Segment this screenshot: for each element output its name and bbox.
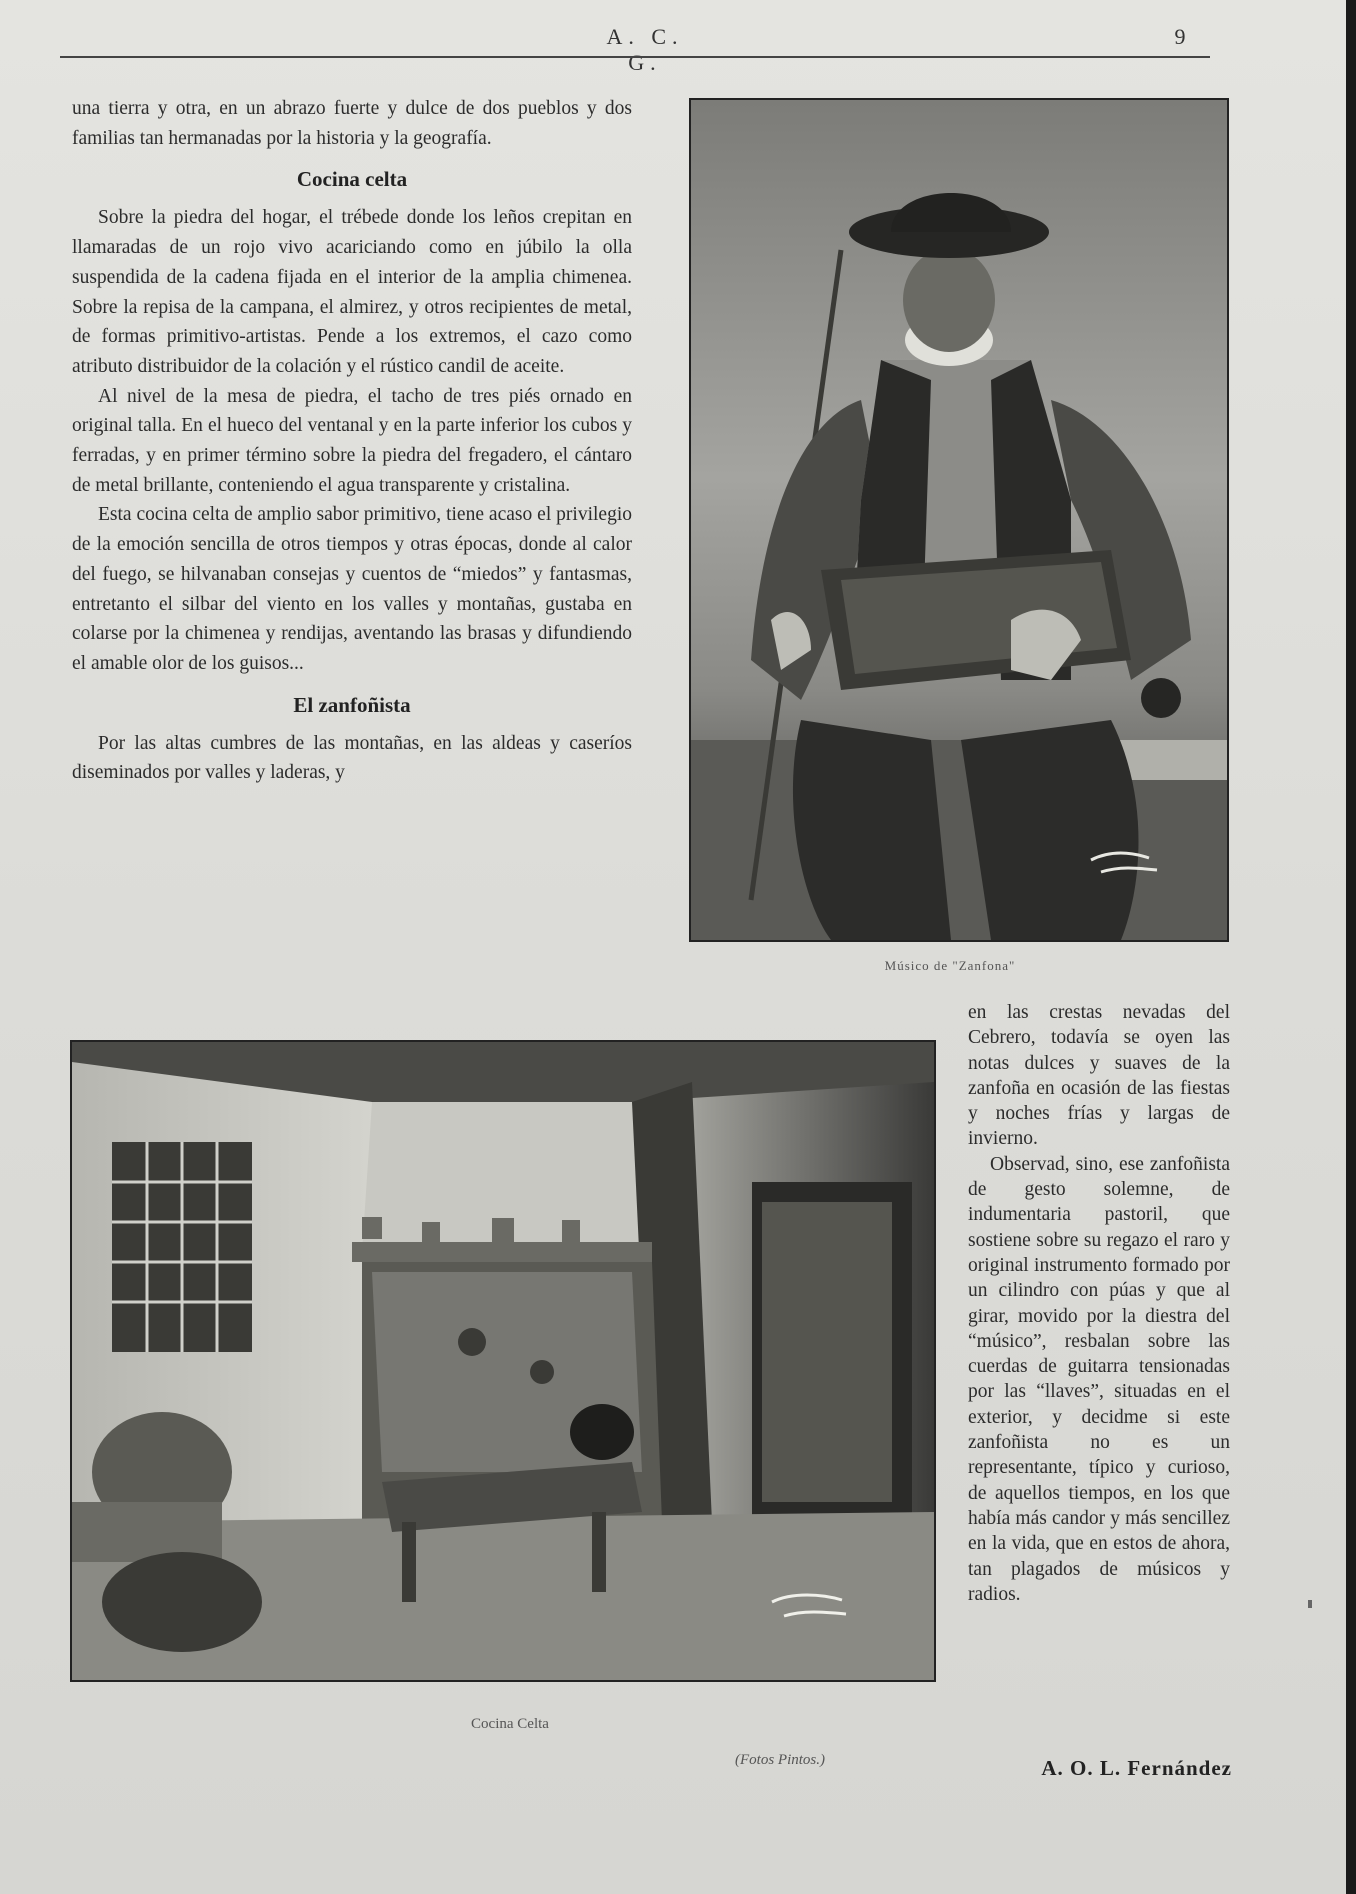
page-number: 9: [1174, 24, 1186, 49]
right-text-column: [968, 1000, 1230, 1607]
right-paragraph-2: Observad, sino, ese zanfoñista de gesto solemne, de indumentaria pastoril, que sostiene sobre su regazo el raro y original instrumento formado por un cilindro con púas y que al girar, movido por la diestra del “músico”, resbalan sobre las cuerdas de guitarra tensionadas por las “llaves”, situadas en el exterior, y decidme si este zanfoñista no es un representante, típico y curioso, de aquellos tiempos, en los que había más candor y más sencillez en la vida, que en estos de ahora, tan plagados de músicos y radios.: [968, 1153, 1230, 1605]
print-speck: [1308, 1600, 1312, 1608]
page-edge-shadow: [1346, 0, 1356, 1894]
photo-zanfona-musician: [689, 98, 1229, 942]
caption-cocina: Cocina Celta: [471, 1716, 549, 1732]
cocina-paragraph-2: Al nivel de la mesa de piedra, el tacho de tres piés ornado en original talla. En el hueco del ventanal y en la parte inferior los cubos y ferradas, y en primer término sobre la piedra del fregadero, el cántaro de metal brillante, conteniendo el agua transparente y cristalina.: [72, 385, 632, 496]
running-header-title: A. C. G.: [606, 24, 684, 75]
cocina-paragraph-1: Sobre la piedra del hogar, el trébede donde los leños crepitan en llamaradas de un rojo vivo acariciando como en júbilo la olla suspendida de la cadena fijada en el interior de la amplia chimenea. Sobre la repisa de la campana, el almirez, y otros recipientes de metal, de formas primitivo-artistas. Pende a los extremos, el cazo como atributo distribuidor de la colación y el rústico candil de aceite.: [72, 207, 632, 377]
section-heading-cocina-celta: Cocina celta: [296, 167, 408, 192]
left-text-column: [72, 94, 632, 788]
zanfonista-paragraph-1: Por las altas cumbres de las montañas, en las aldeas y caseríos diseminados por valles y laderas, y: [72, 732, 632, 784]
photo-credit: (Fotos Pintos.): [735, 1752, 825, 1768]
intro-paragraph: una tierra y otra, en un abrazo fuerte y dulce de dos pueblos y dos familias tan hermanadas por la historia y la geografía.: [72, 98, 632, 149]
right-paragraph-1: en las crestas nevadas del Cebrero, todavía se oyen las notas dulces y suaves de la zanfoña en ocasión de las fiestas y noches frías y largas de invierno.: [968, 1002, 1230, 1150]
photo-cocina-celta: [70, 1040, 936, 1682]
caption-musician: Músico de "Zanfona": [884, 958, 1016, 973]
section-heading-zanfonista: El zanfoñista: [293, 692, 411, 717]
header-rule: [60, 56, 1210, 58]
cocina-paragraph-3: Esta cocina celta de amplio sabor primitivo, tiene acaso el privilegio de la emoción sencilla de otros tiempos y otras épocas, donde al calor del fuego, se hilvanaban consejas y cuentos de “miedos” y fantasmas, entretanto el silbar del viento en los valles y montañas, gustaba en colarse por la chimenea y rendijas, aventando las brasas y difundiendo el amable olor de los guisos...: [72, 504, 632, 674]
author-signature: A. O. L. Fernández: [1041, 1756, 1232, 1780]
